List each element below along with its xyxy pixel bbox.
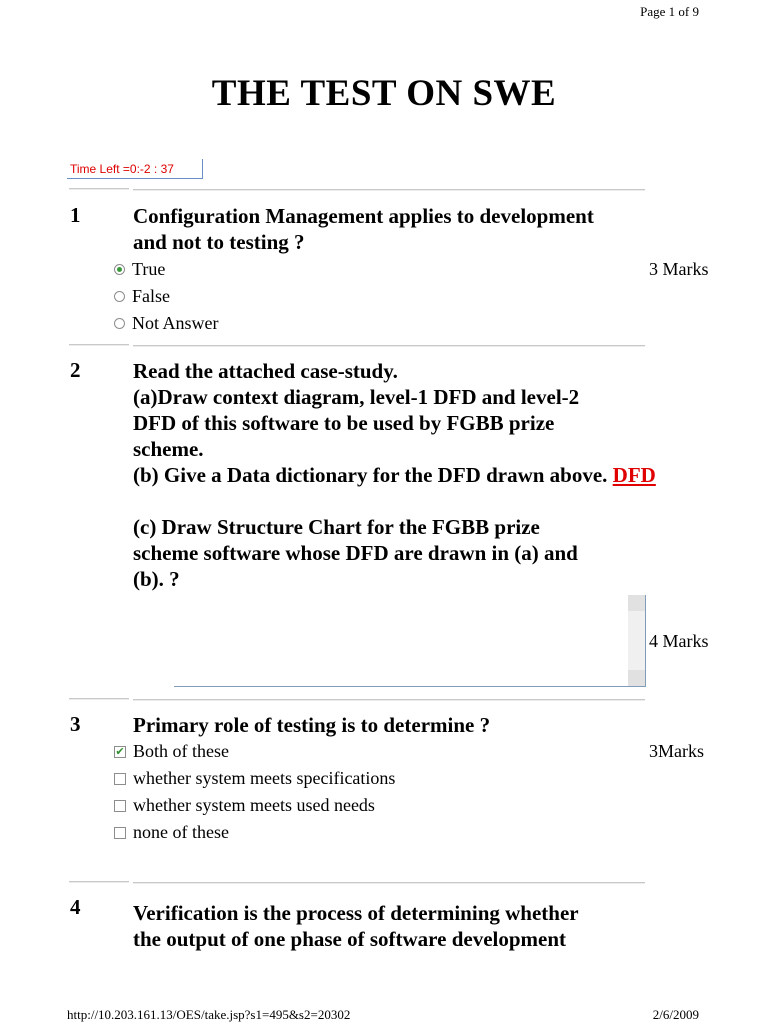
separator [133,699,645,701]
page-title: THE TEST ON SWE [211,73,557,114]
scroll-up-button[interactable] [628,595,645,611]
question-number-4: 4 [70,895,81,919]
question-line: scheme software whose DFD are drawn in (a) and [133,541,578,565]
question-text-4 [133,900,653,952]
footer-date: 2/6/2009 [652,1007,699,1022]
option-label: whether system meets used needs [133,795,375,815]
option-label: whether system meets specifications [133,768,396,788]
radio-button[interactable] [114,318,125,329]
question-line: (a)Draw context diagram, level-1 DFD and level-2 [133,385,580,409]
question-line: (b). ? [133,567,180,591]
checkbox-checked[interactable]: ✔ [115,744,125,758]
separator [69,188,129,190]
question-line: Verification is the process of determining whether [133,901,579,925]
option-meets-specifications[interactable] [114,768,395,789]
option-meets-used-needs[interactable] [114,795,375,816]
marks-label: 3 Marks [649,259,709,279]
question-line: Primary role of testing is to determine ? [133,713,491,737]
radio-button-selected[interactable] [114,264,125,275]
question-line: the output of one phase of software development [133,927,567,951]
option-label: True [132,259,166,279]
question-number-2: 2 [70,358,81,382]
question-number-1: 1 [70,203,81,227]
question-line: (c) Draw Structure Chart for the FGBB prize [133,515,540,539]
question-line-text: (b) Give a Data dictionary for the DFD drawn above. [133,463,608,487]
option-false[interactable] [114,286,170,307]
option-not-answer[interactable] [114,313,219,334]
scroll-down-button[interactable] [628,670,645,686]
radio-button[interactable] [114,291,125,302]
time-left-display: Time Left =0:-2 : 37 [67,159,203,179]
page-number: Page 1 of 9 [640,4,699,19]
separator [69,698,129,700]
question-line: Configuration Management applies to development [133,204,594,228]
question-text-1 [133,203,653,255]
footer-url: http://10.203.161.13/OES/take.jsp?s1=495&s2=20302 [67,1007,351,1022]
separator [133,189,645,191]
checkbox[interactable] [114,800,126,812]
question-line [133,488,653,514]
option-label: Not Answer [132,313,219,333]
separator [133,345,645,347]
answer-textarea[interactable] [174,595,646,687]
option-label: Both of these [133,741,229,761]
marks-label: 3Marks [649,741,704,761]
question-text-3 [133,712,653,738]
marks-label: 4 Marks [649,631,709,651]
option-label: none of these [133,822,229,842]
question-line: scheme. [133,437,204,461]
dfd-attachment-link[interactable]: DFD [612,463,656,487]
question-line: Read the attached case-study. [133,359,398,383]
question-line: and not to testing ? [133,230,305,254]
scrollbar[interactable] [628,595,645,686]
separator [69,881,129,883]
checkbox[interactable] [114,773,126,785]
option-both-of-these[interactable] [114,741,229,762]
separator [69,344,129,346]
checkbox[interactable] [114,827,126,839]
separator [133,882,645,884]
option-none-of-these[interactable] [114,822,229,843]
question-line: DFD of this software to be used by FGBB prize [133,411,555,435]
question-number-3: 3 [70,712,81,736]
question-line [133,462,656,488]
question-text-2 [133,358,656,592]
option-label: False [132,286,170,306]
option-true[interactable] [114,259,165,280]
